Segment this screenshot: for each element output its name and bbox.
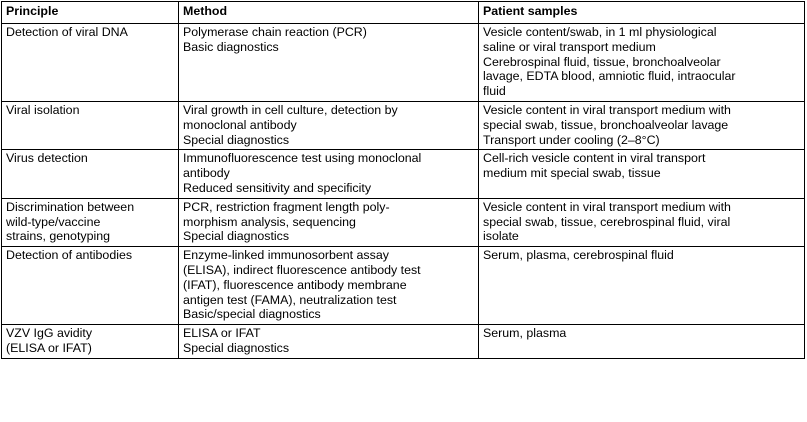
principle-line: Virus detection [6, 151, 88, 166]
principle-line: strains, genotyping [6, 229, 111, 244]
method-cell [179, 101, 479, 149]
table-row [2, 325, 805, 359]
method-line: Immunofluorescence test using monoclonal [183, 151, 422, 166]
patient-samples-line: Cell-rich vesicle content in viral transport [483, 151, 706, 166]
principle-cell [2, 198, 179, 246]
patient-samples-line: saline or viral transport medium [483, 39, 656, 54]
principle-line: VZV IgG avidity [6, 326, 93, 341]
method-line: PCR, restriction fragment length poly- [183, 199, 390, 214]
principle-cell [2, 247, 179, 325]
method-cell [179, 198, 479, 246]
table-row [2, 101, 805, 149]
patient-samples-cell [479, 247, 805, 325]
patient-samples-cell [479, 101, 805, 149]
patient-samples-line: Vesicle content/swab, in 1 ml physiological [483, 25, 717, 39]
patient-samples-line: special swab, tissue, bronchoalveolar lavage [483, 117, 729, 132]
table-body [2, 24, 805, 359]
patient-samples-line: isolate [483, 229, 519, 244]
method-line: (ELISA), indirect fluorescence antibody test [183, 262, 421, 277]
principle-line: Detection of antibodies [6, 248, 133, 263]
table-row [2, 247, 805, 325]
method-line: Reduced sensitivity and specificity [183, 180, 372, 195]
header-principle: Principle [2, 2, 179, 24]
principle-line: Viral isolation [6, 102, 80, 117]
method-line: antigen test (FAMA), neutralization test [183, 292, 397, 307]
table-row [2, 198, 805, 246]
patient-samples-line: fluid [483, 84, 506, 99]
method-line: Enzyme-linked immunosorbent assay [183, 248, 389, 263]
table-row [2, 24, 805, 102]
principle-cell [2, 101, 179, 149]
method-line: Polymerase chain reaction (PCR) [183, 25, 367, 39]
patient-samples-line: lavage, EDTA blood, amniotic fluid, intraocular [483, 69, 736, 84]
method-line: morphism analysis, sequencing [183, 214, 356, 229]
method-line: Special diagnostics [183, 229, 290, 244]
method-line: antibody [183, 166, 230, 181]
principle-line: (ELISA or IFAT) [6, 340, 92, 355]
patient-samples-line: Transport under cooling (2–8°C) [483, 132, 660, 147]
header-patient-samples: Patient samples [479, 2, 805, 24]
method-line: Basic/special diagnostics [183, 307, 321, 322]
method-line: ELISA or IFAT [183, 326, 261, 341]
principle-line: Detection of viral DNA [6, 25, 128, 39]
patient-samples-line: Vesicle content in viral transport medium with [483, 199, 731, 214]
method-line: Special diagnostics [183, 132, 290, 147]
method-line: monoclonal antibody [183, 117, 297, 132]
method-cell [179, 325, 479, 359]
patient-samples-line: Cerebrospinal fluid, tissue, bronchoalveolar [483, 54, 721, 69]
method-line: Basic diagnostics [183, 39, 279, 54]
patient-samples-line: medium mit special swab, tissue [483, 166, 661, 181]
patient-samples-cell [479, 24, 805, 102]
table-row [2, 150, 805, 198]
patient-samples-line: special swab, tissue, cerebrospinal fluid, viral [483, 214, 731, 229]
method-cell [179, 150, 479, 198]
method-cell [179, 247, 479, 325]
diagnostics-table [1, 1, 805, 359]
principle-line: wild-type/vaccine [6, 214, 101, 229]
method-line: Special diagnostics [183, 340, 290, 355]
method-line: (IFAT), fluorescence antibody membrane [183, 277, 407, 292]
method-cell [179, 24, 479, 102]
patient-samples-cell [479, 325, 805, 359]
header-row [2, 2, 805, 24]
patient-samples-line: Serum, plasma, cerebrospinal fluid [483, 248, 674, 263]
principle-cell [2, 325, 179, 359]
principle-cell [2, 150, 179, 198]
principle-cell [2, 24, 179, 102]
header-method: Method [179, 2, 479, 24]
patient-samples-line: Vesicle content in viral transport medium with [483, 102, 731, 117]
patient-samples-cell [479, 198, 805, 246]
patient-samples-cell [479, 150, 805, 198]
patient-samples-line: Serum, plasma [483, 326, 567, 341]
method-line: Viral growth in cell culture, detection by [183, 102, 398, 117]
principle-line: Discrimination between [6, 199, 135, 214]
